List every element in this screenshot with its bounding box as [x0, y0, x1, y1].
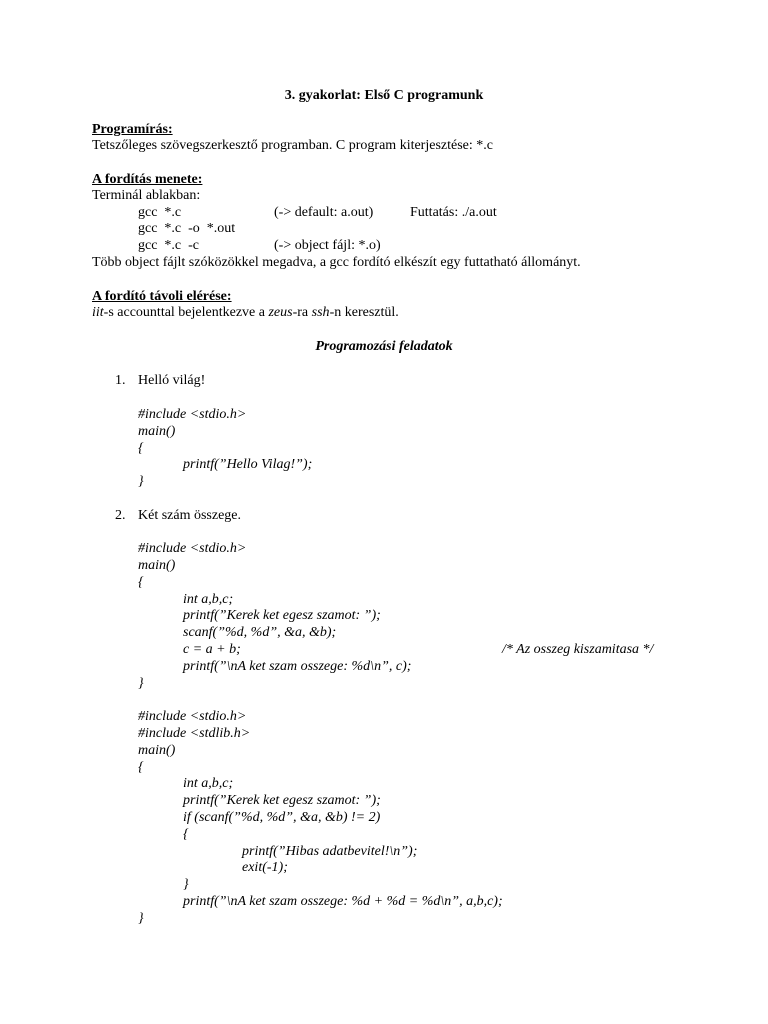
task-1-title: Helló világ!: [138, 373, 206, 388]
code-line: c = a + b;: [183, 642, 241, 657]
gcc-command-2: gcc *.c -o *.out: [138, 221, 236, 236]
run-note: Futtatás: ./a.out: [410, 205, 497, 220]
code-line: scanf(”%d, %d”, &a, &b);: [183, 625, 337, 640]
code-line: {: [138, 441, 144, 456]
code-line: printf(”Hello Vilag!”);: [183, 457, 313, 472]
code-line: printf(”Kerek ket egesz szamot: ”);: [183, 608, 381, 623]
code-line: #include <stdlib.h>: [138, 726, 251, 741]
code-line: #include <stdio.h>: [138, 407, 247, 422]
programiras-text: Tetszőleges szövegszerkesztő programban. C program kiterjesztése: *.c: [92, 138, 493, 153]
code-line: printf(”Hibas adatbevitel!\n”);: [242, 844, 418, 859]
code-line: printf(”\nA ket szam osszege: %d + %d = %d\n”, a,b,c);: [183, 894, 503, 909]
code-line: int a,b,c;: [183, 776, 234, 791]
forditas-heading: A fordítás menete:: [92, 172, 203, 187]
task-1-number: 1.: [115, 373, 126, 388]
code-line: main(): [138, 424, 176, 439]
gcc-note-3: (-> object fájl: *.o): [274, 238, 381, 253]
programiras-heading: Programírás:: [92, 122, 173, 137]
code-line: {: [138, 575, 144, 590]
page-title: 3. gyakorlat: Első C programunk: [284, 88, 484, 103]
code-line: if (scanf(”%d, %d”, &a, &b) != 2): [183, 810, 381, 825]
code-line: printf(”\nA ket szam osszege: %d\n”, c);: [183, 659, 412, 674]
code-line: {: [183, 827, 189, 842]
gcc-note-1: (-> default: a.out): [274, 205, 374, 220]
code-line: {: [138, 760, 144, 775]
code-line: printf(”Kerek ket egesz szamot: ”);: [183, 793, 381, 808]
code-line: main(): [138, 743, 176, 758]
tavoli-text: iit-s accounttal bejelentkezve a zeus-ra ssh-n keresztül.: [92, 305, 399, 320]
code-line: int a,b,c;: [183, 592, 234, 607]
code-line: main(): [138, 558, 176, 573]
tavoli-heading: A fordító távoli elérése:: [92, 289, 232, 304]
code-line: }: [138, 911, 144, 926]
forditas-intro: Terminál ablakban:: [92, 188, 201, 203]
code-comment: /* Az osszeg kiszamitasa */: [502, 642, 654, 657]
code-line: exit(-1);: [242, 860, 288, 875]
gcc-command-3: gcc *.c -c: [138, 238, 200, 253]
code-line: #include <stdio.h>: [138, 709, 247, 724]
code-line: }: [183, 877, 189, 892]
tasks-heading: Programozási feladatok: [315, 339, 453, 354]
code-line: #include <stdio.h>: [138, 541, 247, 556]
task-2-number: 2.: [115, 508, 126, 523]
code-line: }: [138, 474, 144, 489]
forditas-outro: Több object fájlt szóközökkel megadva, a gcc fordító elkészít egy futtatható állományt.: [92, 255, 581, 270]
task-2-title: Két szám összege.: [138, 508, 242, 523]
gcc-command-1: gcc *.c: [138, 205, 182, 220]
code-line: }: [138, 676, 144, 691]
